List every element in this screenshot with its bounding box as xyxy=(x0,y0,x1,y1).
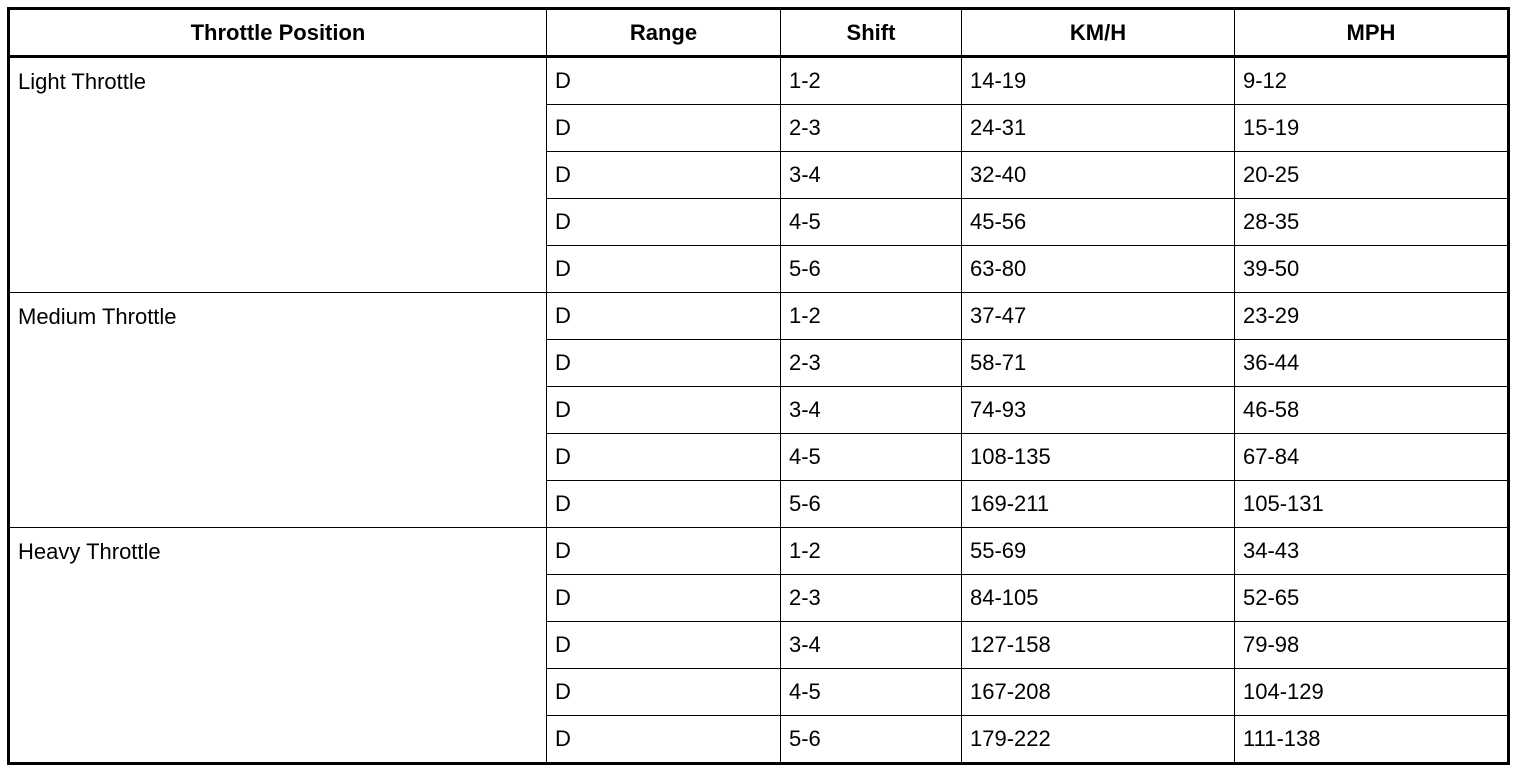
table-body xyxy=(9,57,1509,764)
mph-cell: 23-29 xyxy=(1235,293,1509,340)
shift-cell: 3-4 xyxy=(781,622,962,669)
shift-cell: 5-6 xyxy=(781,716,962,764)
range-cell: D xyxy=(547,340,781,387)
header-shift: Shift xyxy=(781,9,962,57)
kmh-cell: 32-40 xyxy=(962,152,1235,199)
range-cell: D xyxy=(547,622,781,669)
mph-cell: 105-131 xyxy=(1235,481,1509,528)
kmh-cell: 63-80 xyxy=(962,246,1235,293)
mph-cell: 39-50 xyxy=(1235,246,1509,293)
range-cell: D xyxy=(547,716,781,764)
kmh-cell: 74-93 xyxy=(962,387,1235,434)
kmh-cell: 179-222 xyxy=(962,716,1235,764)
shift-cell: 4-5 xyxy=(781,434,962,481)
header-kmh: KM/H xyxy=(962,9,1235,57)
range-cell: D xyxy=(547,105,781,152)
shift-cell: 2-3 xyxy=(781,105,962,152)
range-cell: D xyxy=(547,528,781,575)
shift-speed-table xyxy=(7,7,1510,765)
throttle-group-cell: Light Throttle xyxy=(9,57,547,293)
shift-cell: 5-6 xyxy=(781,481,962,528)
range-cell: D xyxy=(547,575,781,622)
range-cell: D xyxy=(547,293,781,340)
shift-cell: 1-2 xyxy=(781,57,962,105)
mph-cell: 46-58 xyxy=(1235,387,1509,434)
header-mph: MPH xyxy=(1235,9,1509,57)
range-cell: D xyxy=(547,152,781,199)
kmh-cell: 127-158 xyxy=(962,622,1235,669)
range-cell: D xyxy=(547,57,781,105)
shift-cell: 1-2 xyxy=(781,293,962,340)
kmh-cell: 58-71 xyxy=(962,340,1235,387)
mph-cell: 15-19 xyxy=(1235,105,1509,152)
shift-cell: 3-4 xyxy=(781,387,962,434)
mph-cell: 111-138 xyxy=(1235,716,1509,764)
range-cell: D xyxy=(547,481,781,528)
kmh-cell: 169-211 xyxy=(962,481,1235,528)
mph-cell: 104-129 xyxy=(1235,669,1509,716)
mph-cell: 9-12 xyxy=(1235,57,1509,105)
table-row xyxy=(9,57,1509,105)
kmh-cell: 24-31 xyxy=(962,105,1235,152)
kmh-cell: 108-135 xyxy=(962,434,1235,481)
table-row xyxy=(9,293,1509,340)
kmh-cell: 37-47 xyxy=(962,293,1235,340)
range-cell: D xyxy=(547,199,781,246)
shift-cell: 2-3 xyxy=(781,340,962,387)
mph-cell: 52-65 xyxy=(1235,575,1509,622)
shift-cell: 1-2 xyxy=(781,528,962,575)
range-cell: D xyxy=(547,434,781,481)
shift-cell: 3-4 xyxy=(781,152,962,199)
kmh-cell: 14-19 xyxy=(962,57,1235,105)
range-cell: D xyxy=(547,387,781,434)
mph-cell: 79-98 xyxy=(1235,622,1509,669)
mph-cell: 20-25 xyxy=(1235,152,1509,199)
mph-cell: 67-84 xyxy=(1235,434,1509,481)
throttle-group-cell: Medium Throttle xyxy=(9,293,547,528)
shift-cell: 5-6 xyxy=(781,246,962,293)
kmh-cell: 55-69 xyxy=(962,528,1235,575)
range-cell: D xyxy=(547,246,781,293)
kmh-cell: 167-208 xyxy=(962,669,1235,716)
mph-cell: 28-35 xyxy=(1235,199,1509,246)
mph-cell: 36-44 xyxy=(1235,340,1509,387)
header-range: Range xyxy=(547,9,781,57)
range-cell: D xyxy=(547,669,781,716)
mph-cell: 34-43 xyxy=(1235,528,1509,575)
shift-cell: 4-5 xyxy=(781,669,962,716)
header-throttle-position: Throttle Position xyxy=(9,9,547,57)
shift-cell: 2-3 xyxy=(781,575,962,622)
kmh-cell: 84-105 xyxy=(962,575,1235,622)
shift-cell: 4-5 xyxy=(781,199,962,246)
throttle-group-cell: Heavy Throttle xyxy=(9,528,547,764)
table-row xyxy=(9,528,1509,575)
table-header-row xyxy=(9,9,1509,57)
kmh-cell: 45-56 xyxy=(962,199,1235,246)
